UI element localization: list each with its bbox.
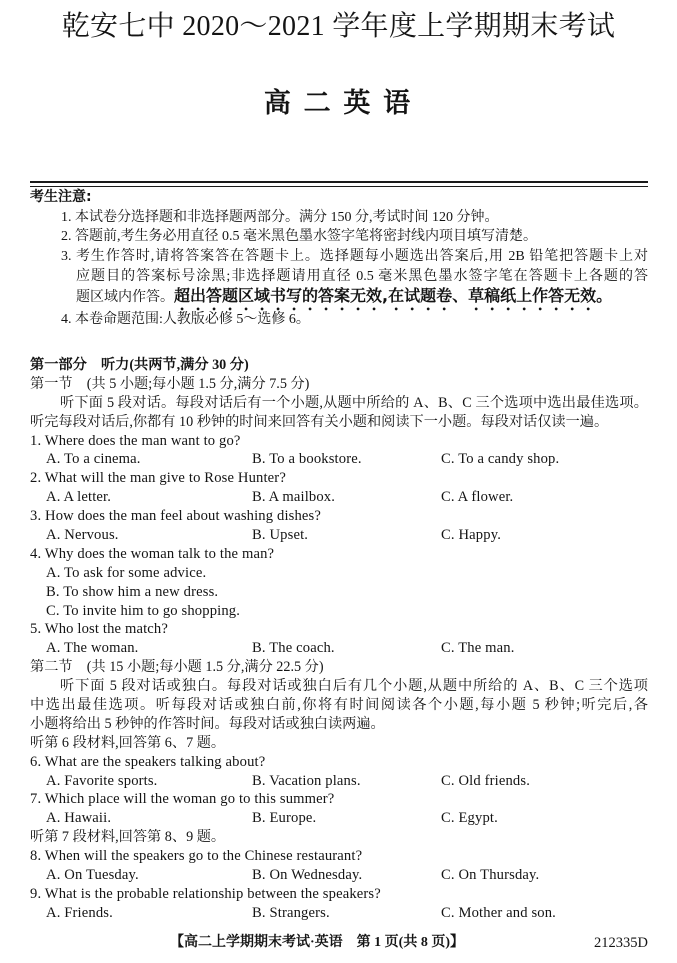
notice-heading: 考生注意: bbox=[30, 189, 92, 205]
option-a: A. On Tuesday. bbox=[46, 867, 139, 884]
listening-part bbox=[30, 356, 648, 923]
option-a: A. Favorite sports. bbox=[46, 772, 158, 789]
question-4 bbox=[30, 545, 648, 621]
answer-options bbox=[30, 772, 648, 791]
question-2 bbox=[30, 469, 648, 507]
option-a: A. The woman. bbox=[46, 640, 139, 657]
option-b: B. Vacation plans. bbox=[252, 772, 361, 789]
question-stem: 9. What is the probable relationship between the speakers? bbox=[30, 885, 381, 902]
option-b: B. On Wednesday. bbox=[252, 867, 363, 884]
answer-options bbox=[30, 904, 648, 923]
section-instructions-line: 中选出最佳选项。听每段对话或独白前,你将有时间阅读各个小题,每小题 5 秒钟;听完后,各 bbox=[30, 697, 648, 714]
part-heading: 第一部分 听力(共两节,满分 30 分) bbox=[30, 357, 249, 373]
question-stem: 5. Who lost the match? bbox=[30, 621, 168, 638]
option-c: C. Mother and son. bbox=[441, 904, 556, 921]
subject-title: 高 二 英 语 bbox=[263, 88, 414, 118]
question-7 bbox=[30, 790, 648, 828]
option-a: A. To ask for some advice. bbox=[46, 564, 207, 581]
exam-title: 乾安七中 2020～2021 学年度上学期期末考试 bbox=[61, 11, 616, 42]
emphasized-warning: 超出答题区域书写的答案无效,在试题卷、草稿纸上作答无效。 bbox=[174, 286, 613, 306]
option-b: B. Upset. bbox=[252, 527, 309, 544]
section-heading: 第一节 (共 5 小题;每小题 1.5 分,满分 7.5 分) bbox=[30, 375, 310, 392]
notice-line-text: 题区域内作答。 bbox=[76, 290, 174, 306]
page-footer-label: 【高二上学期期末考试·英语 第 1 页(共 8 页)】 bbox=[170, 935, 464, 950]
notice-line bbox=[61, 286, 648, 310]
section-instructions-line: 听下面 5 段对话或独白。每段对话或独白后有几个小题,从题中所给的 A、B、C 三个选项 bbox=[60, 678, 648, 695]
option-c: C. Old friends. bbox=[441, 772, 530, 789]
question-stem: 6. What are the speakers talking about? bbox=[30, 753, 266, 770]
section-instructions-line: 听下面 5 段对话。每段对话后有一个小题,从题中所给的 A、B、C 三个选项中选出最佳选项。 bbox=[60, 394, 648, 411]
question-stem: 8. When will the speakers go to the Chinese restaurant? bbox=[30, 848, 363, 865]
option-c: C. To a candy shop. bbox=[441, 451, 560, 468]
section-2 bbox=[30, 658, 648, 922]
answer-options bbox=[30, 809, 648, 828]
notice-line: 应题目的答案标号涂黑;非选择题请用直径 0.5 毫米黑色墨水签字笔在答题卡上各题的答 bbox=[76, 268, 648, 284]
section-heading: 第二节 (共 15 小题;每小题 1.5 分,满分 22.5 分) bbox=[30, 659, 324, 676]
option-c: C. Egypt. bbox=[441, 810, 498, 827]
option-c: C. The man. bbox=[441, 640, 515, 657]
answer-options bbox=[30, 866, 648, 885]
section-instructions-line: 小题将给出 5 秒钟的作答时间。每段对话或独白读两遍。 bbox=[30, 715, 385, 732]
header-divider bbox=[30, 181, 648, 187]
question-stem: 4. Why does the woman talk to the man? bbox=[30, 545, 275, 562]
notice-line: 3. 考生作答时,请将答案答在答题卡上。选择题每小题选出答案后,用 2B 铅笔把答题卡上对 bbox=[61, 249, 648, 265]
option-c: C. Happy. bbox=[441, 527, 501, 544]
option-a: A. A letter. bbox=[46, 489, 112, 506]
question-1 bbox=[30, 432, 648, 470]
question-stem: 7. Which place will the woman go to this summer? bbox=[30, 791, 335, 808]
section-1 bbox=[30, 375, 648, 658]
question-stem: 1. Where does the man want to go? bbox=[30, 432, 241, 449]
answer-options bbox=[30, 450, 648, 469]
question-6 bbox=[30, 753, 648, 791]
candidate-notice bbox=[30, 188, 648, 330]
question-8 bbox=[30, 847, 648, 885]
material-label: 听第 6 段材料,回答第 6、7 题。 bbox=[30, 734, 226, 751]
paper-code: 212335D bbox=[594, 935, 648, 951]
material-group-6 bbox=[30, 734, 648, 828]
option-b: B. Europe. bbox=[252, 810, 317, 827]
section-instructions-line: 听完每段对话后,你都有 10 秒钟的时间来回答有关小题和阅读下一小题。每段对话仅读一遍。 bbox=[30, 413, 609, 430]
notice-item-3 bbox=[30, 247, 648, 310]
answer-options bbox=[30, 526, 648, 545]
option-c: C. To invite him to go shopping. bbox=[46, 602, 241, 619]
question-stem: 2. What will the man give to Rose Hunter? bbox=[30, 470, 286, 487]
notice-item-4 bbox=[30, 310, 648, 330]
option-b: B. The coach. bbox=[252, 640, 335, 657]
answer-options bbox=[30, 639, 648, 658]
notice-line: 2. 答题前,考生务必用直径 0.5 毫米黑色墨水签字笔将密封线内项目填写清楚。 bbox=[61, 229, 537, 245]
material-label: 听第 7 段材料,回答第 8、9 题。 bbox=[30, 829, 226, 846]
option-c: C. A flower. bbox=[441, 489, 514, 506]
answer-options bbox=[30, 488, 648, 507]
notice-item-1 bbox=[30, 208, 648, 228]
notice-line: 1. 本试卷分选择题和非选择题两部分。满分 150 分,考试时间 120 分钟。 bbox=[61, 209, 499, 225]
question-5 bbox=[30, 620, 648, 658]
option-a: A. Nervous. bbox=[46, 527, 119, 544]
option-b: B. To show him a new dress. bbox=[46, 583, 219, 600]
material-group-7 bbox=[30, 828, 648, 922]
option-b: B. A mailbox. bbox=[252, 489, 336, 506]
notice-item-2 bbox=[30, 227, 648, 247]
question-9 bbox=[30, 885, 648, 923]
option-a: A. Friends. bbox=[46, 904, 113, 921]
question-stem: 3. How does the man feel about washing dishes? bbox=[30, 508, 322, 525]
option-a: A. Hawaii. bbox=[46, 810, 112, 827]
option-b: B. Strangers. bbox=[252, 904, 330, 921]
question-3 bbox=[30, 507, 648, 545]
notice-line: 4. 本卷命题范围:人教版必修 5～选修 6。 bbox=[61, 312, 310, 328]
option-c: C. On Thursday. bbox=[441, 867, 540, 884]
option-a: A. To a cinema. bbox=[46, 451, 141, 468]
option-b: B. To a bookstore. bbox=[252, 451, 362, 468]
